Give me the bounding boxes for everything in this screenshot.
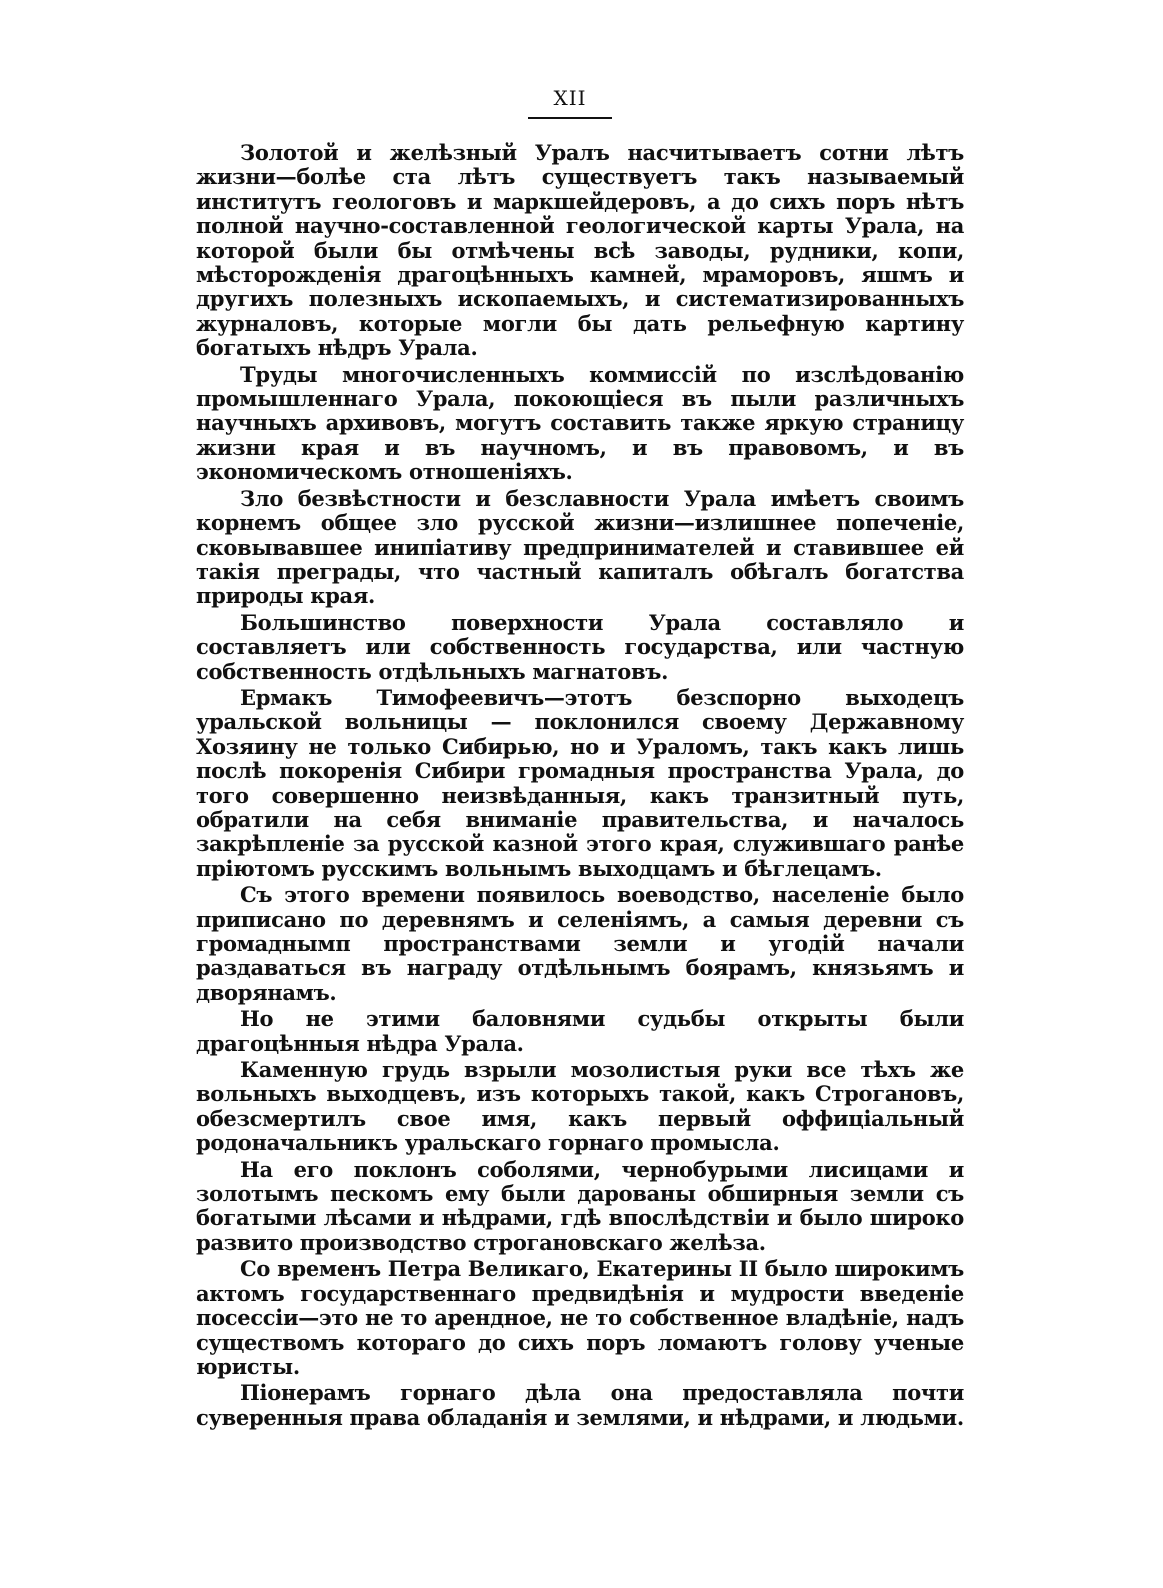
body-text bbox=[196, 141, 964, 1432]
paragraph: Но не этими баловнями судьбы открыты были драгоцѣнныя нѣдра Урала. bbox=[196, 1006, 964, 1056]
paragraph: Золотой и желѣзный Уралъ насчитываетъ сотни лѣтъ жизни—болѣе ста лѣтъ существуетъ такъ называемый институтъ геологовъ и маркшейдеровъ, а до сихъ поръ нѣтъ полной научно-составленной геологической карты Урала, на которой были бы отмѣчены всѣ заводы, рудники, копи, мѣсторожденія драгоцѣнныхъ камней, мраморовъ, яшмъ и другихъ полезныхъ ископаемыхъ, и систематизированныхъ журналовъ, которые могли бы дать рельефную картину богатыхъ нѣдръ Урала. bbox=[196, 140, 964, 361]
page-number-rule bbox=[528, 117, 612, 119]
paragraph: Со временъ Петра Великаго, Екатерины II было широкимъ актомъ государственнаго предвидѣнія и мудрости введеніе посессіи—это не то арендное, не то собственное владѣніе, надъ существомъ котораго до сихъ поръ ломаютъ голову ученые юристы. bbox=[196, 1256, 964, 1379]
paragraph: Съ этого времени появилось воеводство, населеніе было приписано по деревнямъ и селеніямъ, а самыя деревни съ громаднымп пространствами земли и угодій начали раздаваться въ награду отдѣльнымъ боярамъ, князьямъ и дворянамъ. bbox=[196, 882, 964, 1005]
paragraph: Каменную грудь взрыли мозолистыя руки все тѣхъ же вольныхъ выходцевъ, изъ которыхъ такой, какъ Строгановъ, обезсмертилъ свое имя, какъ первый оффиціальный родоначальникъ уральскаго горнаго промысла. bbox=[196, 1057, 964, 1156]
paragraph: Труды многочисленныхъ коммиссій по изслѣдованію промышленнаго Урала, покоющіеся въ пыли различныхъ научныхъ архивовъ, могутъ составить также яркую страницу жизни края и въ научномъ, и въ правовомъ, и въ экономическомъ отношеніяхъ. bbox=[196, 361, 964, 485]
paragraph: Ермакъ Тимофеевичъ—этотъ безспорно выходецъ уральской вольницы — поклонился своему Державному Хозяину не только Сибирью, но и Ураломъ, такъ какъ лишь послѣ покоренія Сибири громадныя пространства Урала, до того совершенно неизвѣданныя, какъ транзитный путь, обратили на себя вниманіе правительства, и началось закрѣпленіе за русской казной этого края, служившаго ранѣе пріютомъ русскимъ вольнымъ выходцамъ и бѣглецамъ. bbox=[196, 684, 964, 881]
paragraph: Піонерамъ горнаго дѣла она предоставляла почти суверенныя права обладанія и землями, и нѣдрами, и людьми. bbox=[196, 1380, 964, 1430]
paragraph: Зло безвѣстности и безславности Урала имѣетъ своимъ корнемъ общее зло русской жизни—излишнее попеченіе, сковывавшее инипіативу предпринимателей и ставившее ей такія преграды, что частный капиталъ обѣгалъ богатства природы края. bbox=[196, 485, 964, 609]
paragraph: На его поклонъ соболями, чернобурыми лисицами и золотымъ пескомъ ему были дарованы обширныя земли съ богатыми лѣсами и нѣдрами, гдѣ впослѣдствіи и было широко развито производство строгановскаго желѣза. bbox=[196, 1156, 964, 1255]
paragraph: Большинство поверхности Урала составляло и составляетъ или собственность государства, или частную собственность отдѣльныхъ магнатовъ. bbox=[196, 609, 964, 684]
page-number: XII bbox=[553, 86, 587, 110]
